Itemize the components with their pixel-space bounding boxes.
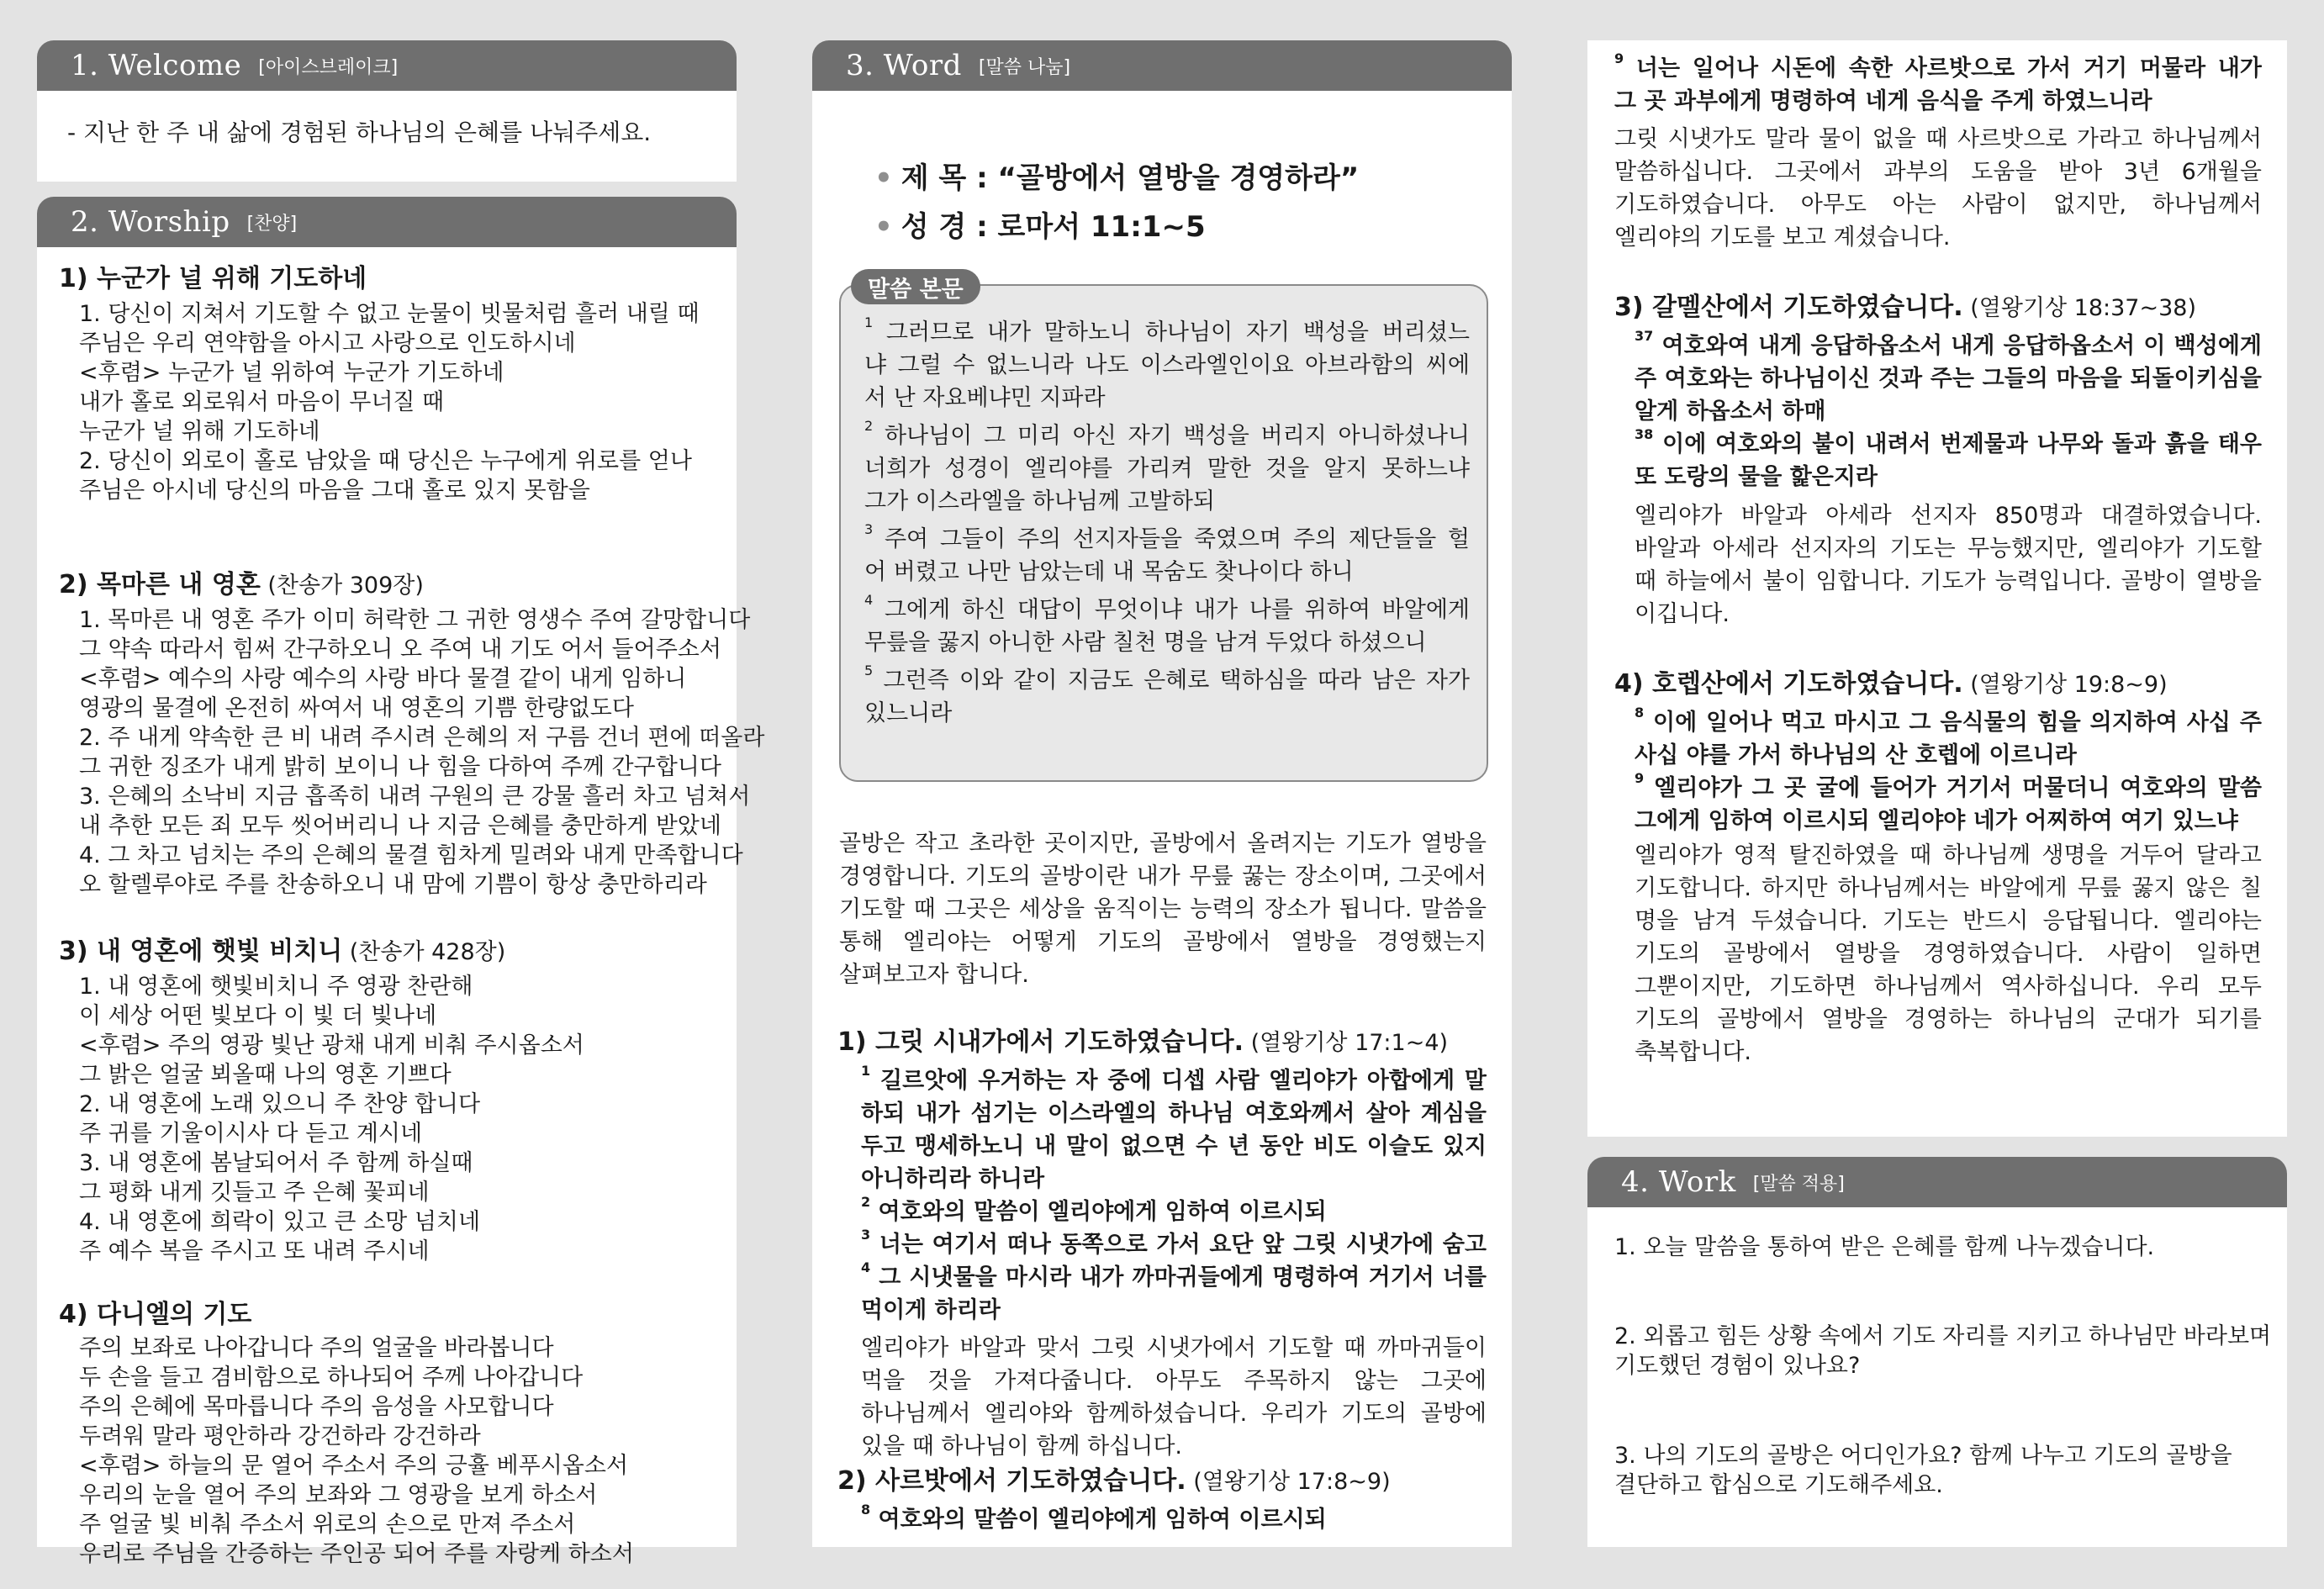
point-title [837, 1026, 1448, 1060]
comment-line: 바알과 아세라 선지자의 기도는 무능했지만, 엘리야가 기도할 [1635, 536, 2262, 562]
comment-line: 그릿 시냇가도 말라 물이 없을 때 사르밧으로 가라고 하나님께서 [1614, 126, 2262, 152]
verse-text: 그런즉 이와 같이 지금도 은혜로 택하심을 따라 남은 자가 [883, 668, 1470, 694]
comment-line: 엘리야가 바알과 맞서 그릿 시냇가에서 기도할 때 까마귀들이 [861, 1335, 1487, 1361]
passage-line [864, 697, 1470, 730]
verse-text: 그에게 하신 대답이 무엇이냐 내가 나를 위하여 바알에게 [884, 597, 1470, 623]
verse-text: 그가 이스라엘을 하나님께 고발하되 [864, 488, 1215, 515]
verse-text: 그 곳 과부에게 명령하여 네게 음식을 주게 하였느니라 [1614, 88, 2152, 114]
song-title-text: 3) 내 영혼에 햇빛 비치니 [59, 937, 343, 966]
lyric-line: 1. 당신이 지쳐서 기도할 수 없고 눈물이 빗물처럼 흘러 내릴 때 [79, 301, 700, 327]
point-ref: (열왕기상 18:37~38) [1962, 295, 2196, 321]
verse-text: 이에 여호와의 불이 내려서 번제물과 나무와 돌과 흙을 태우 [1662, 431, 2262, 457]
word-subtitle: [말씀 나눔] [978, 56, 1071, 78]
bullet-dot: • [874, 161, 893, 195]
comment-line: 말씀하십니다. 그곳에서 과부의 도움을 받아 3년 6개월을 [1614, 159, 2262, 185]
verse-text: 그 시냇물을 마시라 내가 까마귀들에게 명령하여 거기서 너를 [879, 1264, 1487, 1291]
word-card-continued [1587, 40, 2287, 1137]
lyric-line: 그 약속 따라서 힘써 간구하오니 오 주여 내 기도 어서 들어주소서 [79, 636, 721, 663]
verse-text: 또 도랑의 물을 핥은지라 [1635, 464, 1878, 490]
lyric-line: 우리의 눈을 열어 주의 보좌와 그 영광을 보게 하소서 [79, 1482, 598, 1508]
lyric-line: 내 추한 모든 죄 모두 씻어버리니 나 지금 은혜를 충만하게 받았네 [79, 813, 721, 839]
verse-line [861, 1294, 1487, 1327]
worship-card [37, 247, 765, 1567]
lyric-line: <후렴> 하늘의 문 열어 주소서 주의 긍휼 베푸시옵소서 [79, 1453, 629, 1479]
work-header [1587, 1157, 2287, 1207]
song-title-text: 1) 누군가 널 위해 기도하네 [59, 264, 367, 293]
verse-text: 이에 일어나 먹고 마시고 그 음식물의 힘을 의지하여 사십 주 [1653, 710, 2262, 736]
lyric-line: 2. 내 영혼에 노래 있으니 주 찬양 합니다 [79, 1091, 481, 1117]
column-left [37, 40, 765, 1567]
verse-text: 주여 그들이 주의 선지자들을 죽였으며 주의 제단들을 헐 [884, 526, 1470, 552]
verse-line [861, 1064, 1487, 1097]
verse-text: 하나님이 그 미리 아신 자기 백성을 버리지 아니하셨나니 [884, 423, 1470, 449]
scripture-ref: 로마서 11:1~5 [997, 210, 1206, 244]
passage-line [864, 523, 1470, 556]
sermon-title-line [874, 155, 1359, 196]
verse-text: 하되 내가 섬기는 이스라엘의 하나님 여호와께서 살아 계심을 [861, 1101, 1487, 1127]
work-question-1 [1614, 1233, 2154, 1262]
point-comment [1614, 123, 2262, 254]
verse-text: 알게 하옵소서 하매 [1635, 399, 1826, 425]
verse-line [861, 1503, 1487, 1536]
verse-number: 1 [864, 316, 874, 330]
lyric-line: 영광의 물결에 온전히 싸여서 내 영혼의 기쁨 한량없도다 [79, 695, 634, 721]
verse-line [1635, 805, 2262, 837]
verse-number: 9 [1635, 772, 1645, 786]
sermon-title: “골방에서 열방을 경영하라” [997, 161, 1360, 195]
verse-line [1614, 85, 2262, 118]
bullet-dot: • [874, 210, 893, 244]
song-lyrics [79, 972, 584, 1266]
verse-line [1635, 395, 2262, 428]
passage-line [864, 626, 1470, 659]
verse-text: 사십 야를 가서 하나님의 산 호렙에 이르니라 [1635, 742, 2077, 768]
song-lyrics [79, 605, 764, 900]
verse-number: 2 [864, 420, 874, 434]
point-comment [1635, 499, 2262, 631]
verse-text: 주 여호와는 하나님이신 것과 주는 그들의 마음을 되돌이키심을 [1635, 366, 2262, 392]
worship-subtitle: [찬양] [246, 213, 298, 235]
verse-text: 아니하리라 하니라 [861, 1166, 1045, 1192]
verse-text: 너는 여기서 떠나 동쪽으로 가서 요단 앞 그릿 시냇가에 숨고 [879, 1232, 1487, 1258]
verse-line [1635, 739, 2262, 772]
lyric-line: 주 예수 복을 주시고 또 내려 주시네 [79, 1238, 430, 1264]
lyric-line: 내가 홀로 외로워서 마음이 무너질 때 [79, 389, 445, 415]
question-line: 기도했던 경험이 있나요? [1614, 1353, 1861, 1379]
point-verses [1635, 706, 2262, 837]
lyric-line: 그 밝은 얼굴 뵈올때 나의 영혼 기쁘다 [79, 1062, 452, 1088]
verse-line [1635, 706, 2262, 739]
song-title-text: 4) 다니엘의 기도 [59, 1300, 252, 1329]
welcome-card [37, 91, 737, 182]
song-lyrics [79, 299, 700, 505]
song-title [59, 262, 367, 297]
song-title [59, 568, 424, 603]
verse-text: 있느니라 [864, 700, 953, 726]
song-title [59, 1298, 251, 1333]
verse-text: 엘리야가 그 곳 굴에 들어가 거기서 머물더니 여호와의 말씀 [1654, 775, 2262, 801]
verse-line [1635, 428, 2262, 461]
lyric-line: 주 얼굴 빛 비춰 주소서 위로의 손으로 만져 주소서 [79, 1512, 576, 1538]
intro-line: 골방은 작고 초라한 곳이지만, 골방에서 올려지는 기도가 열방을 [839, 831, 1487, 857]
verse-text: 무릎을 꿇지 아니한 사람 칠천 명을 남겨 두었다 하셨으니 [864, 630, 1427, 656]
lyric-line: 1. 내 영혼에 햇빛비치니 주 영광 찬란해 [79, 974, 473, 1000]
intro-line: 살펴보고자 합니다. [839, 962, 1029, 988]
verse-text: 너는 일어나 시돈에 속한 사르밧으로 가서 거기 머물라 내가 [1635, 55, 2262, 82]
comment-line: 기도하였습니다. 아무도 아는 사람이 없지만, 하나님께서 [1614, 192, 2262, 218]
point-title [1614, 668, 2168, 702]
verse-number: 5 [864, 664, 874, 678]
comment-line: 엘리야가 영적 탈진하였을 때 하나님께 생명을 거두어 달라고 [1635, 842, 2262, 868]
verse-line [1614, 52, 2262, 85]
lyric-line: 4. 그 차고 넘치는 주의 은혜의 물결 힘차게 밀려와 내게 만족합니다 [79, 842, 743, 868]
welcome-text: - 지난 한 주 내 삶에 경험된 하나님의 은혜를 나눠주세요. [67, 119, 652, 146]
verse-line [861, 1097, 1487, 1130]
comment-line: 먹을 것을 가져다줍니다. 아무도 주목하지 않는 그곳에 [861, 1368, 1487, 1394]
comment-line: 때 하늘에서 불이 임합니다. 기도가 능력입니다. 골방이 열방을 [1635, 568, 2262, 594]
comment-line: 기도의 골방에서 열방을 경영하였습니다. 사람이 일하면 [1635, 941, 2262, 967]
welcome-header [37, 40, 737, 91]
question-line: 결단하고 합심으로 기도해주세요. [1614, 1472, 1943, 1498]
lyric-line: <후렴> 예수의 사랑 예수의 사랑 바다 물결 같이 내게 임하니 [79, 666, 687, 692]
lyric-line: 이 세상 어떤 빛보다 이 빛 더 빛나네 [79, 1003, 437, 1029]
point-title-text: 2) 사르밧에서 기도하였습니다. [837, 1466, 1186, 1496]
passage-text [864, 316, 1470, 730]
question-line: 2. 외롭고 힘든 상황 속에서 기도 자리를 지키고 하나님만 바라보며 [1614, 1323, 2272, 1349]
verse-text: 그러므로 내가 말하노니 하나님이 자기 백성을 버리셨느 [885, 319, 1470, 346]
point-ref: (열왕기상 19:8~9) [1962, 672, 2168, 698]
work-question-3 [1614, 1441, 2232, 1500]
passage-line [864, 485, 1470, 518]
passage-tag: 말씀 본문 [851, 269, 980, 304]
word-card [812, 91, 1512, 1547]
scripture-label: 성 경 : [901, 210, 998, 244]
point-verses [1614, 52, 2262, 118]
lyric-line: 2. 주 내게 약속한 큰 비 내려 주시려 은혜의 저 구름 건너 편에 떠올라 [79, 725, 765, 751]
point-verses [1635, 330, 2262, 494]
word-title: 3. Word [846, 49, 962, 82]
verse-line [861, 1228, 1487, 1261]
verse-text: 그에게 임하여 이르시되 엘리야야 네가 어찌하여 여기 있느냐 [1635, 808, 2238, 834]
lyric-line: <후렴> 누군가 널 위하여 누군가 기도하네 [79, 360, 504, 386]
lyric-line: 주님은 아시네 당신의 마음을 그대 홀로 있지 못함을 [79, 478, 590, 504]
work-card [1587, 1207, 2287, 1547]
verse-text: 먹이게 하리라 [861, 1297, 1001, 1323]
lyric-line: 그 귀한 징조가 내게 밝히 보이니 나 힘을 다하여 주께 간구합니다 [79, 754, 721, 780]
verse-text: 두고 맹세하노니 내 말이 없으면 수 년 동안 비도 이슬도 있지 [861, 1133, 1487, 1159]
verse-text: 여호와의 말씀이 엘리야에게 임하여 이르시되 [878, 1199, 1327, 1225]
comment-line: 있을 때 하나님이 함께 하십니다. [861, 1433, 1182, 1460]
verse-line [861, 1163, 1487, 1196]
passage-line [864, 349, 1470, 382]
passage-line [864, 382, 1470, 414]
work-question-2 [1614, 1322, 2271, 1380]
lyric-line: 1. 목마른 내 영혼 주가 이미 허락한 그 귀한 영생수 주여 갈망합니다 [79, 607, 751, 633]
lyric-line: 우리로 주님을 간증하는 주인공 되어 주를 자랑케 하소서 [79, 1541, 634, 1567]
point-title-text: 3) 갈멜산에서 기도하였습니다. [1614, 293, 1963, 322]
point-verses [861, 1503, 1487, 1536]
verse-number: 37 [1635, 330, 1654, 344]
point-ref: (열왕기상 17:8~9) [1186, 1469, 1391, 1495]
verse-text: 길르앗에 우거하는 자 중에 디셉 사람 엘리야가 아합에게 말 [880, 1068, 1487, 1094]
verse-line [861, 1130, 1487, 1163]
worship-header [37, 197, 737, 247]
verse-text: 여호와의 말씀이 엘리야에게 임하여 이르시되 [878, 1507, 1327, 1533]
verse-number: 3 [861, 1228, 871, 1243]
lyric-line: 그 평화 내게 깃들고 주 은혜 꽃피네 [79, 1180, 430, 1206]
lyric-line: 주의 보좌로 나아갑니다 주의 얼굴을 바라봅니다 [79, 1335, 554, 1361]
song-note: (찬송가 428장) [342, 939, 506, 965]
lyric-line: 두려워 말라 평안하라 강건하라 강건하라 [79, 1423, 481, 1449]
verse-text: 너희가 성경이 엘리야를 가리켜 말한 것을 알지 못하느냐 [864, 456, 1470, 482]
intro-line: 경영합니다. 기도의 골방이란 내가 무릎 꿇는 장소이며, 그곳에서 [839, 863, 1487, 890]
lyric-line: 3. 내 영혼에 봄날되어서 주 함께 하실때 [79, 1150, 473, 1176]
comment-line: 하나님께서 엘리야와 함께하셨습니다. 우리가 기도의 골방에 [861, 1401, 1487, 1427]
welcome-title: 1. Welcome [71, 49, 242, 82]
work-title: 4. Work [1621, 1165, 1736, 1199]
lyric-line: 주님은 우리 연약함을 아시고 사랑으로 인도하시네 [79, 330, 576, 356]
passage-line [864, 556, 1470, 589]
point-title-text: 4) 호렙산에서 기도하였습니다. [1614, 669, 1963, 699]
verse-number: 9 [1614, 52, 1624, 66]
lyric-line: 두 손을 들고 겸비함으로 하나되어 주께 나아갑니다 [79, 1365, 584, 1391]
question-line: 1. 오늘 말씀을 통하여 받은 은혜를 함께 나누겠습니다. [1614, 1234, 2155, 1260]
comment-line: 축복합니다. [1635, 1039, 1751, 1065]
verse-number: 4 [861, 1261, 871, 1275]
point-verses [861, 1064, 1487, 1327]
verse-line [1635, 772, 2262, 805]
worship-title: 2. Worship [71, 205, 230, 239]
passage-line [864, 664, 1470, 697]
song-title-text: 2) 목마른 내 영혼 [59, 570, 261, 599]
passage-line [864, 316, 1470, 349]
work-subtitle: [말씀 적용] [1752, 1173, 1845, 1195]
verse-number: 2 [861, 1196, 871, 1210]
word-header [812, 40, 1512, 91]
verse-number: 8 [1635, 706, 1645, 721]
song-lyrics [79, 1333, 634, 1569]
verse-line [1635, 461, 2262, 494]
verse-text: 서 난 자요베냐민 지파라 [864, 385, 1106, 411]
verse-number: 4 [864, 594, 874, 608]
verse-text: 냐 그럴 수 없느니라 나도 이스라엘인이요 아브라함의 씨에 [864, 352, 1470, 378]
point-ref: (열왕기상 17:1~4) [1244, 1030, 1449, 1056]
column-right [1587, 40, 2287, 1547]
point-title [837, 1465, 1391, 1499]
point-title [1614, 291, 2196, 325]
column-middle [812, 40, 1512, 1547]
lyric-line: 누군가 널 위해 기도하네 [79, 419, 320, 445]
lyric-line: 2. 당신이 외로이 홀로 남았을 때 당신은 누구에게 위로를 얻나 [79, 448, 692, 474]
passage-box [839, 284, 1488, 782]
verse-line [1635, 330, 2262, 362]
lyric-line: 주 귀를 기울이시사 다 듣고 계시네 [79, 1121, 423, 1147]
sermon-title-label: 제 목 : [901, 161, 998, 195]
question-line: 3. 나의 기도의 골방은 어디인가요? 함께 나누고 기도의 골방을 [1614, 1443, 2232, 1469]
song-title [59, 935, 505, 969]
point-comment [861, 1332, 1487, 1463]
lyric-line: 4. 내 영혼에 희락이 있고 큰 소망 넘치네 [79, 1209, 481, 1235]
welcome-subtitle: [아이스브레이크] [258, 56, 399, 78]
passage-line [864, 452, 1470, 485]
lyric-line: 오 할렐루야로 주를 찬송하오니 내 맘에 기쁨이 항상 충만하리라 [79, 872, 707, 898]
comment-line: 기도합니다. 하지만 하나님께서는 바알에게 무릎 꿇지 않은 칠 [1635, 875, 2262, 901]
comment-line: 이깁니다. [1635, 601, 1730, 627]
verse-number: 1 [861, 1064, 871, 1079]
passage-line [864, 594, 1470, 626]
song-note: (찬송가 309장) [260, 573, 424, 599]
verse-number: 8 [861, 1503, 871, 1518]
verse-number: 38 [1635, 428, 1654, 442]
verse-line [861, 1196, 1487, 1228]
comment-line: 엘리야의 기도를 보고 계셨습니다. [1614, 224, 1951, 251]
word-intro [839, 827, 1487, 991]
lyric-line: <후렴> 주의 영광 빛난 광채 내게 비춰 주시옵소서 [79, 1032, 584, 1058]
comment-line: 명을 남겨 두셨습니다. 기도는 반드시 응답됩니다. 엘리야는 [1635, 908, 2262, 934]
verse-text: 여호와여 내게 응답하옵소서 내게 응답하옵소서 이 백성에게 [1661, 333, 2262, 359]
point-title-text: 1) 그릿 시내가에서 기도하였습니다. [837, 1027, 1244, 1057]
point-comment [1635, 839, 2262, 1069]
comment-line: 그뿐이지만, 기도하면 하나님께서 역사하십니다. 우리 모두 [1635, 974, 2262, 1000]
passage-line [864, 420, 1470, 452]
verse-number: 3 [864, 523, 874, 537]
comment-line: 엘리야가 바알과 아세라 선지자 850명과 대결하였습니다. [1635, 503, 2262, 529]
intro-line: 기도할 때 그곳은 세상을 움직이는 능력의 장소가 됩니다. 말씀을 [839, 896, 1487, 922]
scripture-line [874, 203, 1206, 245]
verse-line [1635, 362, 2262, 395]
comment-line: 기도의 골방에서 열방을 경영하는 하나님의 군대가 되기를 [1635, 1006, 2262, 1032]
verse-line [861, 1261, 1487, 1294]
verse-text: 어 버렸고 나만 남았는데 내 목숨도 찾나이다 하니 [864, 559, 1354, 585]
lyric-line: 3. 은혜의 소낙비 지금 흡족히 내려 구원의 큰 강물 흘러 차고 넘쳐서 [79, 784, 751, 810]
intro-line: 통해 엘리야는 어떻게 기도의 골방에서 열방을 경영했는지 [839, 929, 1487, 955]
lyric-line: 주의 은혜에 목마릅니다 주의 음성을 사모합니다 [79, 1394, 554, 1420]
